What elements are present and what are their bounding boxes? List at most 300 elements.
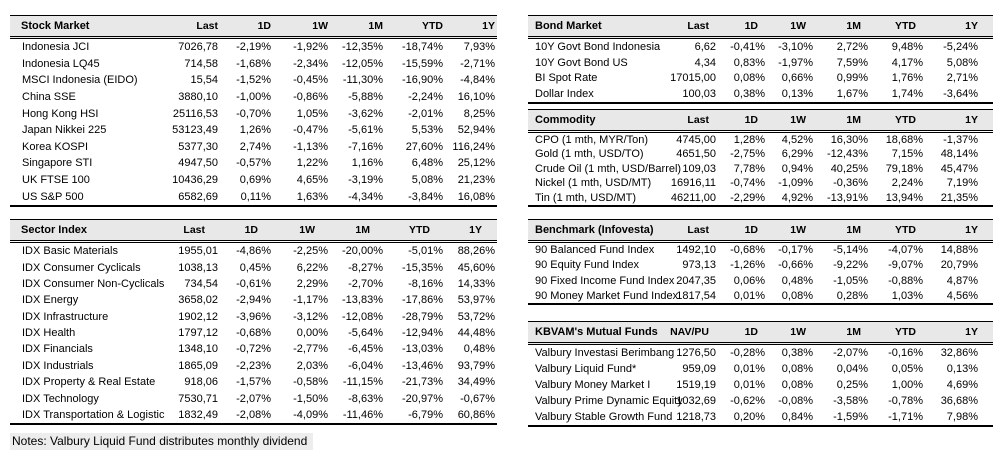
table-title: Sector Index <box>10 219 160 241</box>
value-cell: 0,66% <box>781 72 813 85</box>
column-header: 1D <box>220 16 273 38</box>
value-cell: -12,94% <box>402 327 443 340</box>
header-row <box>528 16 993 38</box>
value-cell: 14,33% <box>457 277 495 290</box>
value-cell: 734,54 <box>184 277 218 290</box>
row-label: Valbury Investasi Berimbang <box>535 347 675 360</box>
value-cell: 53,72% <box>457 310 495 323</box>
value-cell: 17015,00 <box>670 72 716 85</box>
value-cell: 16,30% <box>830 133 868 146</box>
value-cell: 1276,50 <box>676 347 716 360</box>
value-cell: 0,08% <box>781 379 813 392</box>
table-row <box>528 162 993 176</box>
row-label: Japan Nikkei 225 <box>22 124 107 137</box>
value-cell: 1218,73 <box>676 411 716 424</box>
value-cell: 4,87% <box>946 274 978 287</box>
table-row <box>528 147 993 161</box>
value-cell: 0,48% <box>463 343 495 356</box>
value-cell: 7,19% <box>946 177 978 190</box>
market-update-page <box>10 15 993 450</box>
value-cell: 0,08% <box>781 363 813 376</box>
column-header: 1W <box>773 109 821 131</box>
column-header: 1Y <box>931 322 993 344</box>
row-label: Nickel (1 mth, USD/MT) <box>535 177 652 190</box>
value-cell: -8,27% <box>348 261 383 274</box>
value-cell: 1,26% <box>239 124 271 137</box>
value-cell: 4,34 <box>694 56 716 69</box>
value-cell: -2,29% <box>730 191 765 204</box>
value-cell: 4,69% <box>946 379 978 392</box>
value-cell: -2,23% <box>236 359 271 372</box>
value-cell: 0,20% <box>733 411 765 424</box>
value-cell: -1,17% <box>293 294 328 307</box>
value-cell: 1902,12 <box>178 310 218 323</box>
row-label: Hong Kong HSI <box>22 107 99 120</box>
value-cell: -5,88% <box>348 91 383 104</box>
value-cell: 20,79% <box>940 259 978 272</box>
value-cell: 93,79% <box>457 359 495 372</box>
column-header: 1Y <box>931 219 993 241</box>
table-row <box>528 409 993 426</box>
row-label: Gold (1 mth, USD/TO) <box>535 148 644 161</box>
value-cell: 52,94% <box>457 124 495 137</box>
value-cell: 6582,69 <box>178 190 218 203</box>
table-row <box>528 344 993 362</box>
stock-market-table <box>10 15 497 207</box>
column-header: Last <box>666 219 724 241</box>
value-cell: 6,22% <box>296 261 328 274</box>
header-row <box>528 322 993 344</box>
value-cell: -0,68% <box>730 244 765 257</box>
table-row <box>10 259 497 275</box>
column-header: 1Y <box>445 219 497 241</box>
value-cell: 34,49% <box>457 376 495 389</box>
row-label: IDX Transportation & Logistic <box>22 409 165 422</box>
value-cell: -0,86% <box>293 91 328 104</box>
row-label: Korea KOSPI <box>22 140 89 153</box>
column-header: 1M <box>821 109 876 131</box>
row-label: IDX Technology <box>22 392 99 405</box>
value-cell: -2,01% <box>408 107 443 120</box>
column-header: Last <box>666 16 724 38</box>
value-cell: 0,48% <box>781 274 813 287</box>
value-cell: -13,83% <box>342 294 383 307</box>
table-row <box>10 341 497 357</box>
value-cell: 1,28% <box>733 133 765 146</box>
notes-text: Notes: Valbury Liquid Fund distributes monthly dividend <box>10 433 313 450</box>
value-cell: -4,07% <box>888 244 923 257</box>
table-row <box>528 241 993 258</box>
table-row <box>10 38 497 56</box>
value-cell: -2,75% <box>730 148 765 161</box>
value-cell: 3880,10 <box>178 91 218 104</box>
value-cell: 7026,78 <box>178 41 218 54</box>
row-label: 10Y Govt Bond Indonesia <box>535 40 661 53</box>
value-cell: 0,83% <box>733 56 765 69</box>
value-cell: 1038,13 <box>178 261 218 274</box>
value-cell: 1817,54 <box>676 289 716 302</box>
table-row <box>528 70 993 86</box>
table-row <box>528 190 993 205</box>
column-header: 1Y <box>931 16 993 38</box>
value-cell: -4,86% <box>236 245 271 258</box>
value-cell: 4651,50 <box>676 148 716 161</box>
value-cell: 1,22% <box>296 157 328 170</box>
value-cell: -9,07% <box>888 259 923 272</box>
row-label: IDX Energy <box>22 294 79 307</box>
value-cell: -0,72% <box>236 343 271 356</box>
value-cell: -1,68% <box>236 57 271 70</box>
value-cell: 44,48% <box>457 327 495 340</box>
value-cell: -0,78% <box>888 395 923 408</box>
value-cell: 16916,11 <box>670 177 716 190</box>
value-cell: -1,57% <box>236 376 271 389</box>
value-cell: 0,08% <box>781 289 813 302</box>
value-cell: -0,58% <box>293 376 328 389</box>
value-cell: 5,53% <box>411 124 443 137</box>
value-cell: 4947,50 <box>178 157 218 170</box>
value-cell: 5,08% <box>411 174 443 187</box>
row-label: China SSE <box>22 91 76 104</box>
column-header: YTD <box>385 16 445 38</box>
column-header: YTD <box>876 322 931 344</box>
value-cell: 7,15% <box>891 148 923 161</box>
value-cell: 79,18% <box>885 162 923 175</box>
value-cell: 0,45% <box>239 261 271 274</box>
value-cell: 0,01% <box>733 289 765 302</box>
value-cell: 973,13 <box>682 259 716 272</box>
value-cell: 100,03 <box>682 87 716 100</box>
row-label: IDX Basic Materials <box>22 245 118 258</box>
header-row <box>528 219 993 241</box>
column-header: 1D <box>724 109 773 131</box>
value-cell: 46211,00 <box>670 191 716 204</box>
value-cell: 0,08% <box>733 72 765 85</box>
value-cell: -5,64% <box>348 327 383 340</box>
column-header: YTD <box>385 219 445 241</box>
value-cell: 714,58 <box>184 57 218 70</box>
value-cell: -5,01% <box>408 245 443 258</box>
value-cell: 1519,19 <box>676 379 716 392</box>
value-cell: 40,25% <box>830 162 868 175</box>
value-cell: 0,69% <box>239 174 271 187</box>
table-row <box>528 86 993 103</box>
row-label: IDX Infrastructure <box>22 310 109 323</box>
value-cell: -5,61% <box>348 124 383 137</box>
value-cell: -7,16% <box>348 140 383 153</box>
value-cell: -0,17% <box>778 244 813 257</box>
value-cell: 13,94% <box>885 191 923 204</box>
value-cell: -12,43% <box>827 148 868 161</box>
value-cell: 25116,53 <box>172 107 218 120</box>
value-cell: 0,84% <box>781 411 813 424</box>
value-cell: 2,24% <box>891 177 923 190</box>
column-header: 1M <box>330 219 385 241</box>
value-cell: -6,04% <box>348 359 383 372</box>
value-cell: -2,24% <box>408 91 443 104</box>
value-cell: 7530,71 <box>178 392 218 405</box>
table-row <box>10 139 497 156</box>
value-cell: 0,05% <box>891 363 923 376</box>
value-cell: -1,13% <box>293 140 328 153</box>
value-cell: 53123,49 <box>172 124 218 137</box>
value-cell: 0,94% <box>781 162 813 175</box>
value-cell: 8,25% <box>463 107 495 120</box>
sector-index-table <box>10 219 497 425</box>
table-row <box>10 89 497 106</box>
row-label: MSCI Indonesia (EIDO) <box>22 74 138 87</box>
row-label: Indonesia LQ45 <box>22 57 100 70</box>
value-cell: -6,45% <box>348 343 383 356</box>
value-cell: -0,74% <box>730 177 765 190</box>
table-row <box>10 358 497 374</box>
row-label: Valbury Liquid Fund* <box>535 363 637 376</box>
value-cell: 45,60% <box>457 261 495 274</box>
value-cell: -1,09% <box>778 177 813 190</box>
value-cell: -13,03% <box>402 343 443 356</box>
column-header: NAV/PU <box>666 322 724 344</box>
value-cell: -12,05% <box>342 57 383 70</box>
value-cell: -4,34% <box>348 190 383 203</box>
value-cell: 0,38% <box>733 87 765 100</box>
header-row <box>10 219 497 241</box>
value-cell: 14,88% <box>940 244 978 257</box>
value-cell: 1,03% <box>891 289 923 302</box>
value-cell: -18,74% <box>402 41 443 54</box>
value-cell: 4,56% <box>946 289 978 302</box>
row-label: US S&P 500 <box>22 190 84 203</box>
column-header: 1M <box>821 322 876 344</box>
value-cell: -4,84% <box>460 74 495 87</box>
column-header: YTD <box>876 109 931 131</box>
row-label: UK FTSE 100 <box>22 174 90 187</box>
value-cell: 1492,10 <box>676 244 716 257</box>
value-cell: -8,63% <box>348 392 383 405</box>
value-cell: -11,15% <box>342 376 383 389</box>
column-header: 1D <box>220 219 273 241</box>
value-cell: -1,97% <box>778 56 813 69</box>
value-cell: -1,52% <box>236 74 271 87</box>
table-row <box>528 361 993 377</box>
row-label: IDX Health <box>22 327 76 340</box>
value-cell: 1955,01 <box>178 245 218 258</box>
row-label: Crude Oil (1 mth, USD/Barrel) <box>535 162 682 175</box>
value-cell: -4,09% <box>293 409 328 422</box>
value-cell: 0,13% <box>946 363 978 376</box>
left-column <box>10 15 497 450</box>
column-header: 1W <box>273 219 330 241</box>
value-cell: -0,68% <box>236 327 271 340</box>
table-row <box>528 131 993 147</box>
value-cell: 18,68% <box>885 133 923 146</box>
value-cell: 6,29% <box>781 148 813 161</box>
value-cell: 1,76% <box>891 72 923 85</box>
value-cell: 1,74% <box>891 87 923 100</box>
value-cell: 1797,12 <box>178 327 218 340</box>
value-cell: -8,16% <box>408 277 443 290</box>
value-cell: 1,67% <box>836 87 868 100</box>
row-label: Valbury Money Market I <box>535 379 651 392</box>
value-cell: 2047,35 <box>676 274 716 287</box>
column-header: 1M <box>330 16 385 38</box>
value-cell: -20,00% <box>342 245 383 258</box>
benchmark-table <box>528 219 993 306</box>
value-cell: 0,99% <box>836 72 868 85</box>
column-header: 1D <box>724 219 773 241</box>
value-cell: -3,10% <box>778 40 813 53</box>
value-cell: 1,05% <box>296 107 328 120</box>
value-cell: 7,93% <box>463 41 495 54</box>
table-row <box>10 309 497 325</box>
table-row <box>528 176 993 190</box>
value-cell: 16,10% <box>457 91 495 104</box>
table-row <box>528 393 993 409</box>
value-cell: -2,34% <box>293 57 328 70</box>
value-cell: 0,06% <box>733 274 765 287</box>
value-cell: -13,46% <box>402 359 443 372</box>
value-cell: 0,00% <box>296 327 328 340</box>
row-label: 90 Equity Fund Index <box>535 259 639 272</box>
row-label: IDX Financials <box>22 343 93 356</box>
row-label: Tin (1 mth, USD/MT) <box>535 191 637 204</box>
value-cell: 1832,49 <box>178 409 218 422</box>
value-cell: 0,04% <box>836 363 868 376</box>
value-cell: -5,14% <box>833 244 868 257</box>
value-cell: 36,68% <box>940 395 978 408</box>
commodity-table <box>528 109 993 207</box>
value-cell: -2,71% <box>460 57 495 70</box>
value-cell: 6,62 <box>694 40 716 53</box>
value-cell: -2,70% <box>348 277 383 290</box>
value-cell: 6,48% <box>411 157 443 170</box>
value-cell: 16,08% <box>457 190 495 203</box>
value-cell: 2,71% <box>946 72 978 85</box>
value-cell: 2,03% <box>296 359 328 372</box>
value-cell: 15,54 <box>190 74 218 87</box>
value-cell: -2,94% <box>236 294 271 307</box>
value-cell: 5377,30 <box>178 140 218 153</box>
value-cell: -3,64% <box>943 87 978 100</box>
table-row <box>528 258 993 273</box>
table-row <box>10 374 497 390</box>
row-label: Indonesia JCI <box>22 41 90 54</box>
row-label: IDX Consumer Non-Cyclicals <box>22 277 165 290</box>
header-row <box>10 16 497 38</box>
value-cell: 0,01% <box>733 363 765 376</box>
value-cell: 116,24% <box>452 140 495 153</box>
value-cell: 0,01% <box>733 379 765 392</box>
row-label: 90 Fixed Income Fund Index <box>535 274 675 287</box>
value-cell: 48,14% <box>940 148 978 161</box>
value-cell: -0,67% <box>460 392 495 405</box>
table-row <box>10 390 497 406</box>
table-row <box>10 241 497 259</box>
value-cell: 0,38% <box>781 347 813 360</box>
value-cell: 5,08% <box>946 56 978 69</box>
value-cell: 3658,02 <box>178 294 218 307</box>
value-cell: -17,86% <box>402 294 443 307</box>
value-cell: 1032,69 <box>676 395 716 408</box>
value-cell: -1,00% <box>236 91 271 104</box>
value-cell: -21,73% <box>402 376 443 389</box>
value-cell: -0,28% <box>730 347 765 360</box>
table-title: Stock Market <box>10 16 160 38</box>
column-header: Last <box>160 16 220 38</box>
row-label: CPO (1 mth, MYR/Ton) <box>535 133 649 146</box>
value-cell: -28,79% <box>402 310 443 323</box>
value-cell: -3,12% <box>293 310 328 323</box>
value-cell: 60,86% <box>457 409 495 422</box>
value-cell: -0,41% <box>730 40 765 53</box>
column-header: 1D <box>724 322 773 344</box>
value-cell: 1,63% <box>296 190 328 203</box>
column-header: Last <box>666 109 724 131</box>
value-cell: -0,47% <box>293 124 328 137</box>
table-title: KBVAM's Mutual Funds <box>528 322 666 344</box>
value-cell: -12,35% <box>342 41 383 54</box>
row-label: IDX Consumer Cyclicals <box>22 261 141 274</box>
value-cell: -3,96% <box>236 310 271 323</box>
row-label: BI Spot Rate <box>535 72 598 85</box>
value-cell: -0,16% <box>888 347 923 360</box>
value-cell: -16,90% <box>402 74 443 87</box>
value-cell: 25,12% <box>457 157 495 170</box>
value-cell: 9,48% <box>891 40 923 53</box>
column-header: 1W <box>773 219 821 241</box>
value-cell: -2,19% <box>236 41 271 54</box>
value-cell: -15,35% <box>402 261 443 274</box>
value-cell: -0,57% <box>236 157 271 170</box>
value-cell: 1865,09 <box>178 359 218 372</box>
value-cell: 0,13% <box>781 87 813 100</box>
value-cell: -15,59% <box>402 57 443 70</box>
row-label: Singapore STI <box>22 157 93 170</box>
column-header: 1W <box>273 16 330 38</box>
value-cell: -1,26% <box>730 259 765 272</box>
mutual-funds-table <box>528 321 993 427</box>
value-cell: -3,62% <box>348 107 383 120</box>
value-cell: 7,98% <box>946 411 978 424</box>
value-cell: -2,07% <box>236 392 271 405</box>
value-cell: 1,00% <box>891 379 923 392</box>
column-header: 1M <box>821 16 876 38</box>
column-header: 1Y <box>931 109 993 131</box>
value-cell: -3,84% <box>408 190 443 203</box>
value-cell: 21,35% <box>940 191 978 204</box>
value-cell: 2,72% <box>836 40 868 53</box>
table-title: Bond Market <box>528 16 666 38</box>
value-cell: -12,08% <box>342 310 383 323</box>
value-cell: 21,23% <box>457 174 495 187</box>
value-cell: -0,36% <box>833 177 868 190</box>
row-label: Valbury Stable Growth Fund <box>535 411 673 424</box>
value-cell: 4,92% <box>781 191 813 204</box>
value-cell: 918,06 <box>184 376 218 389</box>
value-cell: -11,30% <box>342 74 383 87</box>
table-row <box>10 188 497 206</box>
table-row <box>10 122 497 139</box>
value-cell: -20,97% <box>402 392 443 405</box>
value-cell: -2,08% <box>236 409 271 422</box>
value-cell: 27,60% <box>405 140 443 153</box>
value-cell: 32,86% <box>940 347 978 360</box>
table-row <box>10 155 497 172</box>
value-cell: 0,28% <box>836 289 868 302</box>
column-header: 1M <box>821 219 876 241</box>
row-label: 90 Money Market Fund Index <box>535 289 679 302</box>
value-cell: -9,22% <box>833 259 868 272</box>
table-title: Commodity <box>528 109 666 131</box>
